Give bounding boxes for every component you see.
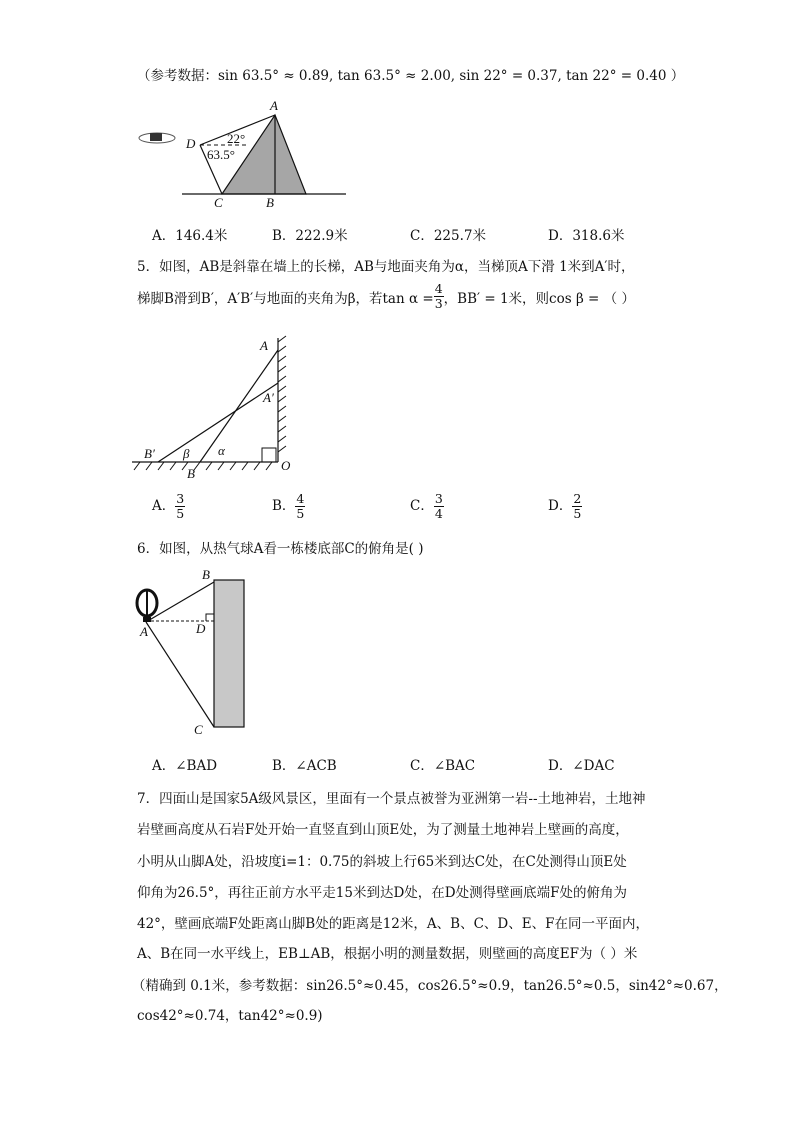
- svg-text:B′: B′: [144, 446, 155, 461]
- svg-text:B: B: [202, 567, 210, 582]
- svg-text:O: O: [281, 458, 291, 473]
- q7-line: （精确到 0.1米，参考数据：sin26.5°≈0.45，cos26.5°≈0.9，tan26.5°≈0.5，sin42°≈0.67，: [132, 978, 728, 994]
- svg-text:A: A: [270, 98, 278, 113]
- svg-text:C: C: [214, 195, 223, 210]
- option-a[interactable]: A．146.4米: [152, 228, 228, 244]
- option-d[interactable]: D．318.6米: [548, 228, 625, 244]
- option-c[interactable]: C． $\frac{3}{4}$: [410, 491, 443, 521]
- svg-text:22°: 22°: [227, 131, 246, 146]
- svg-text:63.5°: 63.5°: [207, 147, 235, 162]
- svg-text:D: D: [196, 621, 206, 636]
- option-d[interactable]: D． $\frac{2}{5}$: [548, 491, 582, 521]
- option-d[interactable]: D．∠DAC: [548, 758, 615, 774]
- option-c[interactable]: C．∠BAC: [410, 758, 476, 774]
- svg-text:α: α: [218, 443, 225, 458]
- q7-line: A、B在同一水平线上，EB⊥AB，根据小明的测量数据，则壁画的高度EF为（ ）米: [137, 946, 638, 962]
- q6-stem: 6．如图，从热气球A看一栋楼底部C的俯角是( ): [137, 541, 424, 557]
- tan-fraction: $\frac{4}{3}$: [434, 281, 443, 311]
- ladder-AB: [200, 350, 278, 462]
- building: [214, 580, 244, 727]
- svg-text:A: A: [140, 624, 148, 639]
- q7-line: 岩壁画高度从石岩F处开始一直竖直到山顶E处，为了测量土地神岩上壁画的高度，: [137, 822, 629, 838]
- q5-text-b: ，BB′ = 1米，则cos β = （ ）: [443, 290, 635, 307]
- svg-text:B: B: [266, 195, 274, 210]
- option-b[interactable]: B． $\frac{4}{5}$: [272, 491, 305, 521]
- q5-stem-line2: [137, 282, 635, 311]
- q7-line: 仰角为26.5°，再往正前方水平走15米到达D处，在D处测得壁画底端F处的俯角为: [137, 885, 628, 901]
- q7-line: 小明从山脚A处，沿坡度i=1：0.75的斜坡上行65米到达C处，在C处测得山顶E处: [137, 854, 627, 870]
- q5-text-a: 梯脚B滑到B′，A′B′与地面的夹角为β，若tan α =: [137, 290, 434, 307]
- q7-line: 42°，壁画底端F处距离山脚B处的距离是12米，A、B、C、D、E、F在同一平面内，: [137, 916, 649, 932]
- svg-text:B: B: [187, 466, 195, 481]
- q7-line: 7．四面山是国家5A级风景区，里面有一个景点被誉为亚洲第一岩--土地神岩，土地神: [137, 791, 646, 807]
- option-b[interactable]: B．∠ACB: [272, 758, 337, 774]
- svg-text:A: A: [260, 338, 268, 353]
- svg-text:β: β: [183, 446, 190, 461]
- option-a[interactable]: A． $\frac{3}{5}$: [152, 491, 185, 521]
- svg-text:D: D: [186, 136, 196, 151]
- svg-text:C: C: [194, 722, 203, 737]
- q6-figure: [137, 567, 244, 737]
- q4-reference-data: （参考数据：sin 63.5° ≈ 0.89, tan 63.5° ≈ 2.00, sin 22° = 0.37, tan 22° = 0.40 ）: [137, 68, 685, 84]
- q5-figure: [132, 336, 291, 481]
- q5-stem-line1: 5．如图，AB是斜靠在墙上的长梯，AB与地面夹角为α，当梯顶A下滑 1米到A′时，: [137, 259, 635, 275]
- option-a[interactable]: A．∠BAD: [152, 758, 218, 774]
- option-c[interactable]: C．225.7米: [410, 228, 486, 244]
- drone-icon: [139, 133, 175, 143]
- option-b[interactable]: B．222.9米: [272, 228, 348, 244]
- q7-line: cos42°≈0.74，tan42°≈0.9): [137, 1008, 323, 1024]
- svg-text:A′: A′: [263, 390, 274, 405]
- q4-figure: [139, 98, 346, 210]
